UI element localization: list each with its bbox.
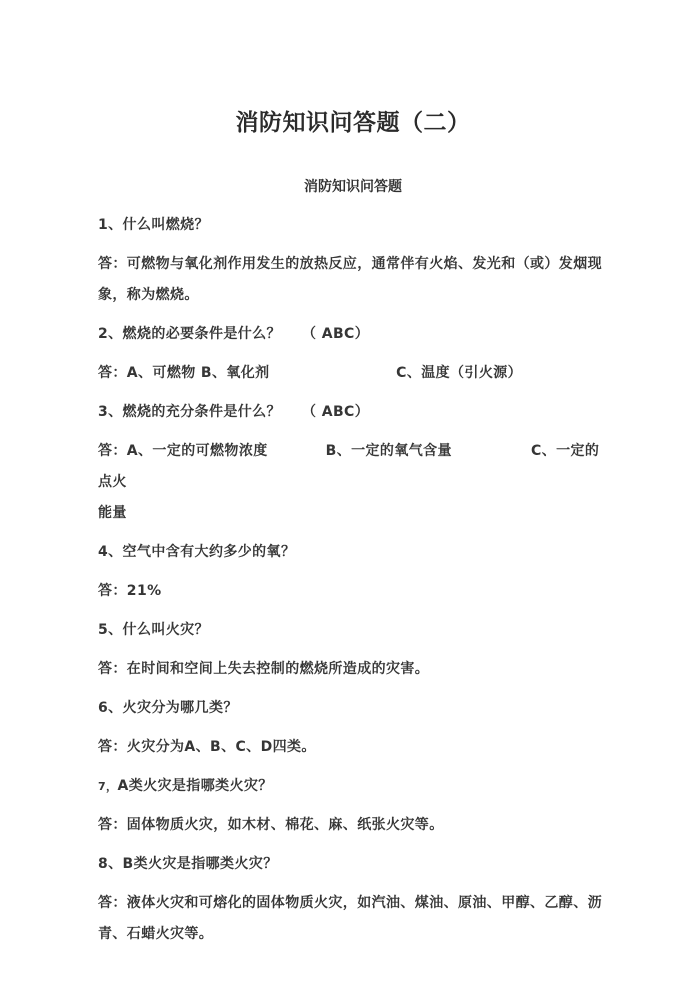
answer-3	[98, 436, 608, 529]
question-line	[98, 771, 608, 802]
answer-6	[98, 732, 608, 763]
question-line: 8、B类火灾是指哪类火灾？	[98, 856, 278, 872]
question-3	[98, 397, 608, 428]
answer-2	[98, 358, 608, 389]
question-2	[98, 319, 608, 350]
document-subtitle: 消防知识问答题	[304, 179, 402, 195]
question-line: 2、燃烧的必要条件是什么？ （ ABC）	[98, 326, 370, 342]
answer-4	[98, 576, 608, 607]
answer-line: 答：固体物质火灾，如木材、棉花、麻、纸张火灾等。	[98, 817, 444, 833]
question-line: 4、空气中含有大约多少的氧？	[98, 544, 296, 560]
answer-line: 答：在时间和空间上失去控制的燃烧所造成的灾害。	[98, 661, 430, 677]
answer-line: 答：21%	[98, 583, 162, 599]
answer-line: 答：火灾分为A、B、C、D四类。	[98, 739, 316, 755]
answer-line: 青、石蜡火灾等。	[98, 926, 214, 942]
question-number-small: 7，	[98, 780, 118, 793]
answer-line: 答：A、可燃物 B、氧化剂 C、温度（引火源）	[98, 365, 523, 381]
answer-8	[98, 888, 608, 950]
question-7	[98, 771, 608, 802]
question-line: 3、燃烧的充分条件是什么？ （ ABC）	[98, 404, 370, 420]
document-title: 消防知识问答题（二）	[235, 110, 471, 136]
question-1	[98, 210, 608, 241]
question-line: 5、什么叫火灾？	[98, 622, 209, 638]
answer-5	[98, 654, 608, 685]
question-5	[98, 615, 608, 646]
answer-line: 答：A、一定的可燃物浓度 B、一定的氧气含量 C、一定的点火	[98, 443, 600, 490]
question-line: 6、火灾分为哪几类？	[98, 700, 238, 716]
question-8	[98, 849, 608, 880]
answer-7	[98, 810, 608, 841]
question-line: 1、什么叫燃烧？	[98, 217, 209, 233]
answer-1	[98, 249, 608, 311]
answer-line: 象，称为燃烧。	[98, 287, 199, 303]
answer-line: 答：可燃物与氧化剂作用发生的放热反应，通常伴有火焰、发光和（或）发烟现	[98, 256, 602, 272]
answer-line: 答：液体火灾和可熔化的固体物质火灾，如汽油、煤油、原油、甲醇、乙醇、沥	[98, 895, 602, 911]
answer-line: 能量	[98, 505, 127, 521]
question-text: A类火灾是指哪类火灾？	[117, 778, 273, 794]
question-6	[98, 693, 608, 724]
question-4	[98, 537, 608, 568]
